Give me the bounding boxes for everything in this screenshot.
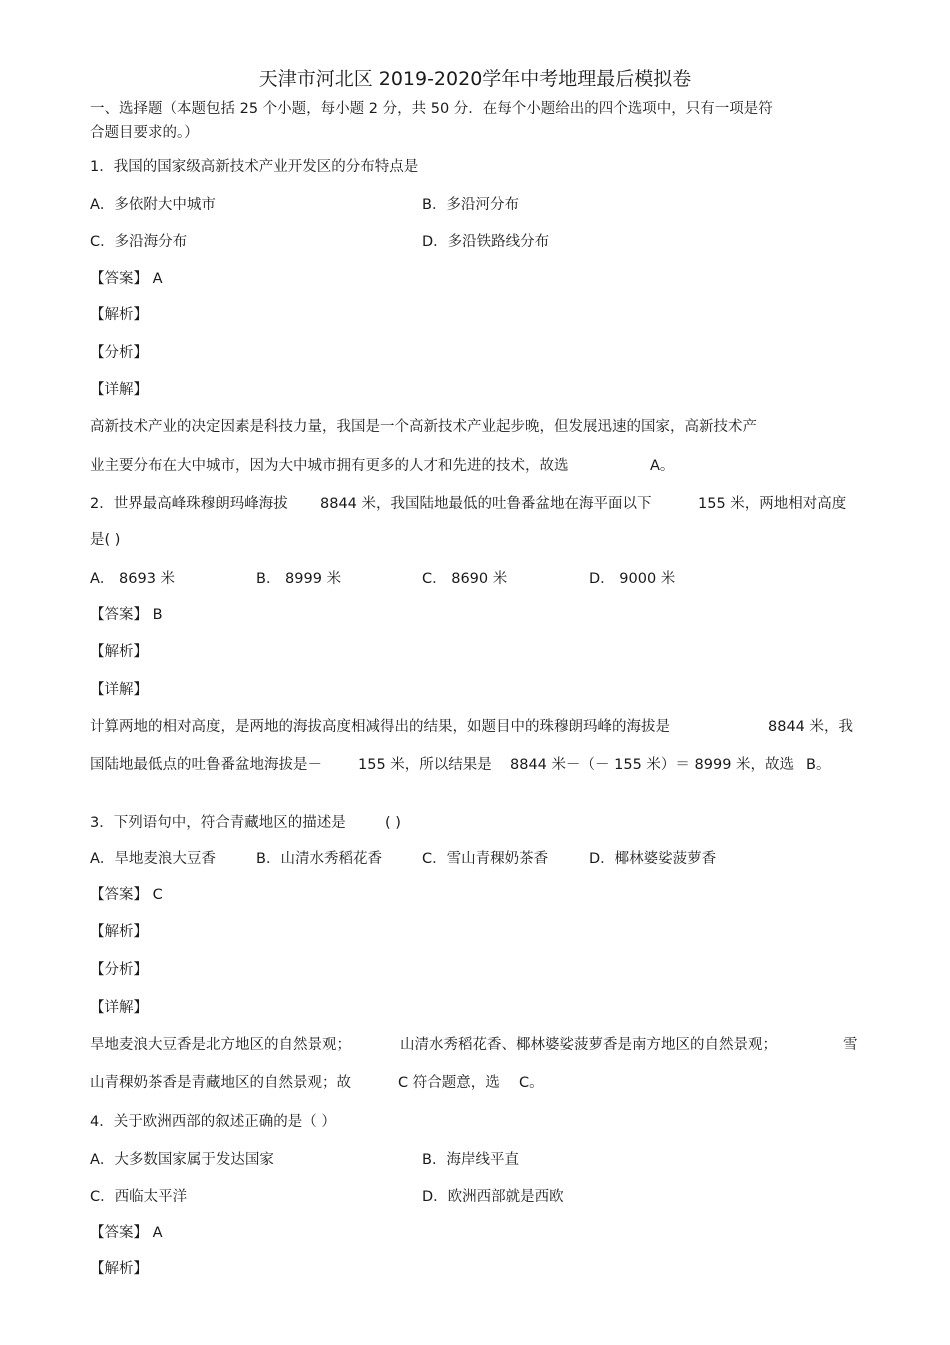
q2-jiexi-label: 【解析】 [90,644,148,660]
q2-stem-line2: 是( ) [90,532,121,548]
q4-option-b: B．海岸线平直 [422,1152,519,1168]
q1-option-a: A．多依附大中城市 [90,197,216,213]
section-instructions-line1: 一、选择题（本题包括 25 个小题，每小题 2 分，共 50 分．在每个小题给出的四个选项中，只有一项是符 [90,101,773,117]
q2-option-a: A． 8693 米 [90,571,176,587]
q2-explanation-choice: B。 [806,757,831,773]
q3-fenxi-label: 【分析】 [90,962,148,978]
q1-option-c: C．多沿海分布 [90,234,188,250]
q3-explanation-line2-b: C 符合题意，选 [398,1075,500,1091]
q1-stem: 1．我国的国家级高新技术产业开发区的分布特点是 [90,159,419,175]
q3-jiexi-label: 【解析】 [90,924,148,940]
q2-stem-part3: 155 米，两地相对高度 [698,496,847,512]
q3-stem: 3．下列语句中，符合青藏地区的描述是 [90,815,346,831]
q3-answer: 【答案】 C [90,887,163,903]
q4-option-c: C．西临太平洋 [90,1189,188,1205]
q3-stem-paren: ( ) [385,815,401,831]
q3-explanation-line1: 旱地麦浪大豆香是北方地区的自然景观； [90,1037,351,1053]
q2-stem-part2: 8844 米，我国陆地最低的吐鲁番盆地在海平面以下 [320,496,652,512]
q1-xiangjie-label: 【详解】 [90,382,148,398]
q4-option-d: D．欧洲西部就是西欧 [422,1189,564,1205]
q1-answer: 【答案】 A [90,271,163,287]
q2-answer: 【答案】 B [90,607,163,623]
q2-xiangjie-label: 【详解】 [90,682,148,698]
q2-explanation-line2-b: 155 米，所以结果是 [358,757,492,773]
q1-explanation-line1: 高新技术产业的决定因素是科技力量，我国是一个高新技术产业起步晚，但发展迅速的国家，高新技术产 [90,419,757,435]
q1-jiexi-label: 【解析】 [90,307,148,323]
section-instructions-line2: 合题目要求的。） [90,125,199,141]
q3-option-c: C．雪山青稞奶茶香 [422,851,549,867]
q3-option-b: B．山清水秀稻花香 [256,851,382,867]
q2-explanation-line2: 国陆地最低点的吐鲁番盆地海拔是－ [90,757,322,773]
q3-explanation-line1-end: 雪 [843,1037,858,1053]
q3-xiangjie-label: 【详解】 [90,1000,148,1016]
q3-explanation-line1-b: 山清水秀稻花香、椰林婆娑菠萝香是南方地区的自然景观； [400,1037,777,1053]
q4-jiexi-label: 【解析】 [90,1261,148,1277]
q1-explanation-choice: A。 [650,458,675,474]
q1-option-b: B．多沿河分布 [422,197,519,213]
q1-option-d: D．多沿铁路线分布 [422,234,550,250]
page-title: 天津市河北区 2019-2020学年中考地理最后模拟卷 [258,68,692,90]
q2-explanation-line2-c: 8844 米－（－ 155 米）＝ 8999 米，故选 [510,757,795,773]
q3-option-d: D．椰林婆娑菠萝香 [589,851,717,867]
q4-answer: 【答案】 A [90,1225,163,1241]
q2-explanation-line1: 计算两地的相对高度，是两地的海拔高度相减得出的结果，如题目中的珠穆朗玛峰的海拔是 [90,719,670,735]
q2-stem-part1: 2．世界最高峰珠穆朗玛峰海拔 [90,496,288,512]
q1-explanation-line2: 业主要分布在大中城市，因为大中城市拥有更多的人才和先进的技术，故选 [90,458,569,474]
q3-option-a: A．旱地麦浪大豆香 [90,851,216,867]
q1-fenxi-label: 【分析】 [90,345,148,361]
q2-option-d: D． 9000 米 [589,571,676,587]
q4-option-a: A．大多数国家属于发达国家 [90,1152,274,1168]
q3-explanation-line2: 山青稞奶茶香是青藏地区的自然景观；故 [90,1075,351,1091]
q2-explanation-line1-end: 8844 米，我 [768,719,854,735]
q3-explanation-choice: C。 [519,1075,544,1091]
q4-stem: 4．关于欧洲西部的叙述正确的是（ ） [90,1114,336,1130]
q2-option-b: B． 8999 米 [256,571,342,587]
q2-option-c: C． 8690 米 [422,571,508,587]
